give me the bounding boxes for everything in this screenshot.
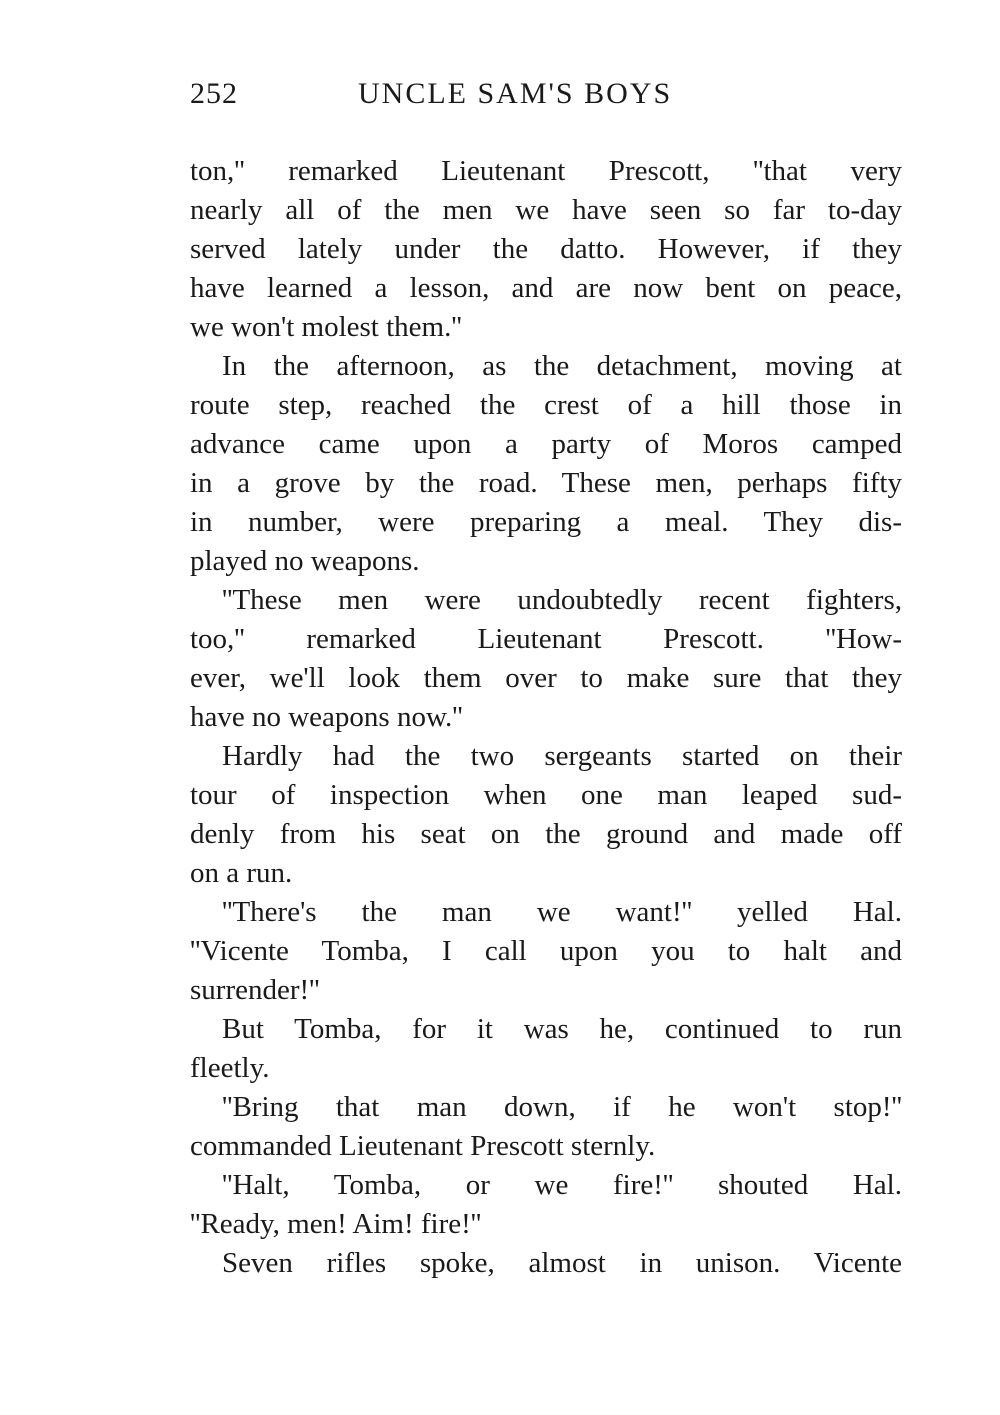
text-line: advance came upon a party of Moros camped [190,428,902,460]
text-line: surrender!'' [190,974,320,1006]
text-line: ton,'' remarked Lieutenant Prescott, ''that very [190,155,902,187]
text-line: ''Vicente Tomba, I call upon you to halt and [190,935,902,967]
text-line: ''There's the man we want!'' yelled Hal. [222,896,902,928]
text-line: in number, were preparing a meal. They dis- [190,506,902,538]
running-head [190,74,902,114]
text-line: ''These men were undoubtedly recent fighters, [222,584,902,616]
text-line: too,'' remarked Lieutenant Prescott. ''How- [190,623,902,655]
text-line: nearly all of the men we have seen so far to-day [190,194,902,226]
text-line: we won't molest them.'' [190,311,462,343]
text-line: In the afternoon, as the detachment, moving at [222,350,902,382]
text-line: But Tomba, for it was he, continued to run [222,1013,902,1045]
text-line: have no weapons now.'' [190,701,463,733]
text-line: denly from his seat on the ground and made off [190,818,902,850]
book-title: UNCLE SAM'S BOYS [358,77,673,110]
text-line: served lately under the datto. However, if they [190,233,902,265]
text-line: ''Halt, Tomba, or we fire!'' shouted Hal. [222,1169,902,1201]
page-number: 252 [190,77,238,110]
text-line: tour of inspection when one man leaped sud- [190,779,902,811]
text-line: commanded Lieutenant Prescott sternly. [190,1130,656,1162]
text-line: ''Ready, men! Aim! fire!'' [190,1208,482,1240]
text-line: Hardly had the two sergeants started on their [222,740,902,772]
text-line: on a run. [190,857,293,889]
text-line: route step, reached the crest of a hill those in [190,389,902,421]
text-line: Seven rifles spoke, almost in unison. Vicente [222,1247,902,1279]
text-line: fleetly. [190,1052,270,1084]
text-line: ever, we'll look them over to make sure that they [190,662,902,694]
text-line: ''Bring that man down, if he won't stop!'' [222,1091,902,1123]
text-line: have learned a lesson, and are now bent on peace, [190,272,902,304]
body-text [190,152,902,1283]
text-line: in a grove by the road. These men, perhaps fifty [190,467,902,499]
text-line: played no weapons. [190,545,420,577]
